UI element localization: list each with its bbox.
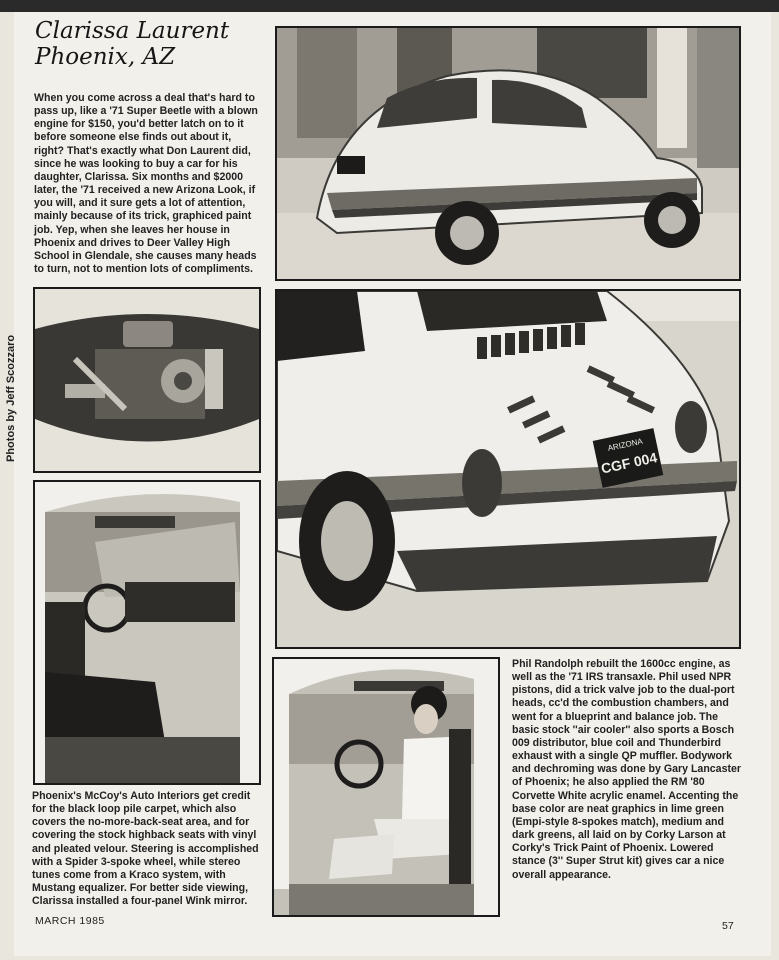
photo-engine-bay xyxy=(33,287,261,473)
page-number: 57 xyxy=(722,920,734,932)
intro-paragraph: When you come across a deal that's hard to pass up, like a '71 Super Beetle with a blown engine for $150, you'd better latch on to it before someone else finds out about it, right? That's exactly what Don Laurent did, since he was looking to buy a car for his daughter, Clarissa. Six months and $2000 later, the '71 received a new Arizona Look, if you will, and it sure gets a lot of attention, mainly because of its trick, graphiced paint job. Yep, when she leaves her house in Phoenix and drives to Deer Valley High School in Glendale, she causes many heads to turn, not to mention lots of compliments. xyxy=(34,92,258,276)
photo-credit: Photos by Jeff Scozzaro xyxy=(5,334,17,462)
license-plate-number: CGF 004 xyxy=(599,449,659,477)
article-title-location: Phoenix, AZ xyxy=(35,44,176,70)
interior-paragraph: Phoenix's McCoy's Auto Interiors get credit for the black loop pile carpet, which also covers the no-more-back-seat area, and for covering the stock highback seats with vinyl and pleated velour. Steering is accomplished with a Spider 3-spoke wheel, while stereo tunes come from a Kraco system, with Mustang equalizer. For better side viewing, Clarissa installed a four-panel Wink mirror. xyxy=(32,790,259,908)
engine-paragraph: Phil Randolph rebuilt the 1600cc engine, as well as the '71 IRS transaxle. Phil used NPR pistons, did a trick valve job to the dual-port heads, cc'd the combustion chambers, and went for a blueprint and balance job. The basic stock ''air cooler'' also sports a Bosch 009 distributor, blue coil and Thunderbird exhaust with a single QP muffler. Bodywork and dechroming was done by Gary Lancaster of Phoenix; he also applied the RM '80 Corvette White acrylic enamel. Accenting the base color are neat graphics in lime green (Empi-style 8-spokes match), medium and dark greens, all laid on by Corky Larson at Corky's Trick Paint of Phoenix. Lowered stance (3'' Super Strut kit) gives car a nice overall appearance. xyxy=(512,658,742,881)
photo-interior-open-door xyxy=(33,480,261,785)
article-title xyxy=(35,18,229,70)
photo-driver-seat xyxy=(272,657,500,917)
license-plate-state: ARIZONA xyxy=(606,436,644,453)
issue-date: MARCH 1985 xyxy=(35,915,105,927)
scan-top-edge xyxy=(0,0,779,12)
photo-beetle-rear-three-quarter xyxy=(275,26,741,281)
photo-beetle-rear-closeup xyxy=(275,289,741,649)
article-title-name: Clarissa Laurent xyxy=(35,18,230,44)
